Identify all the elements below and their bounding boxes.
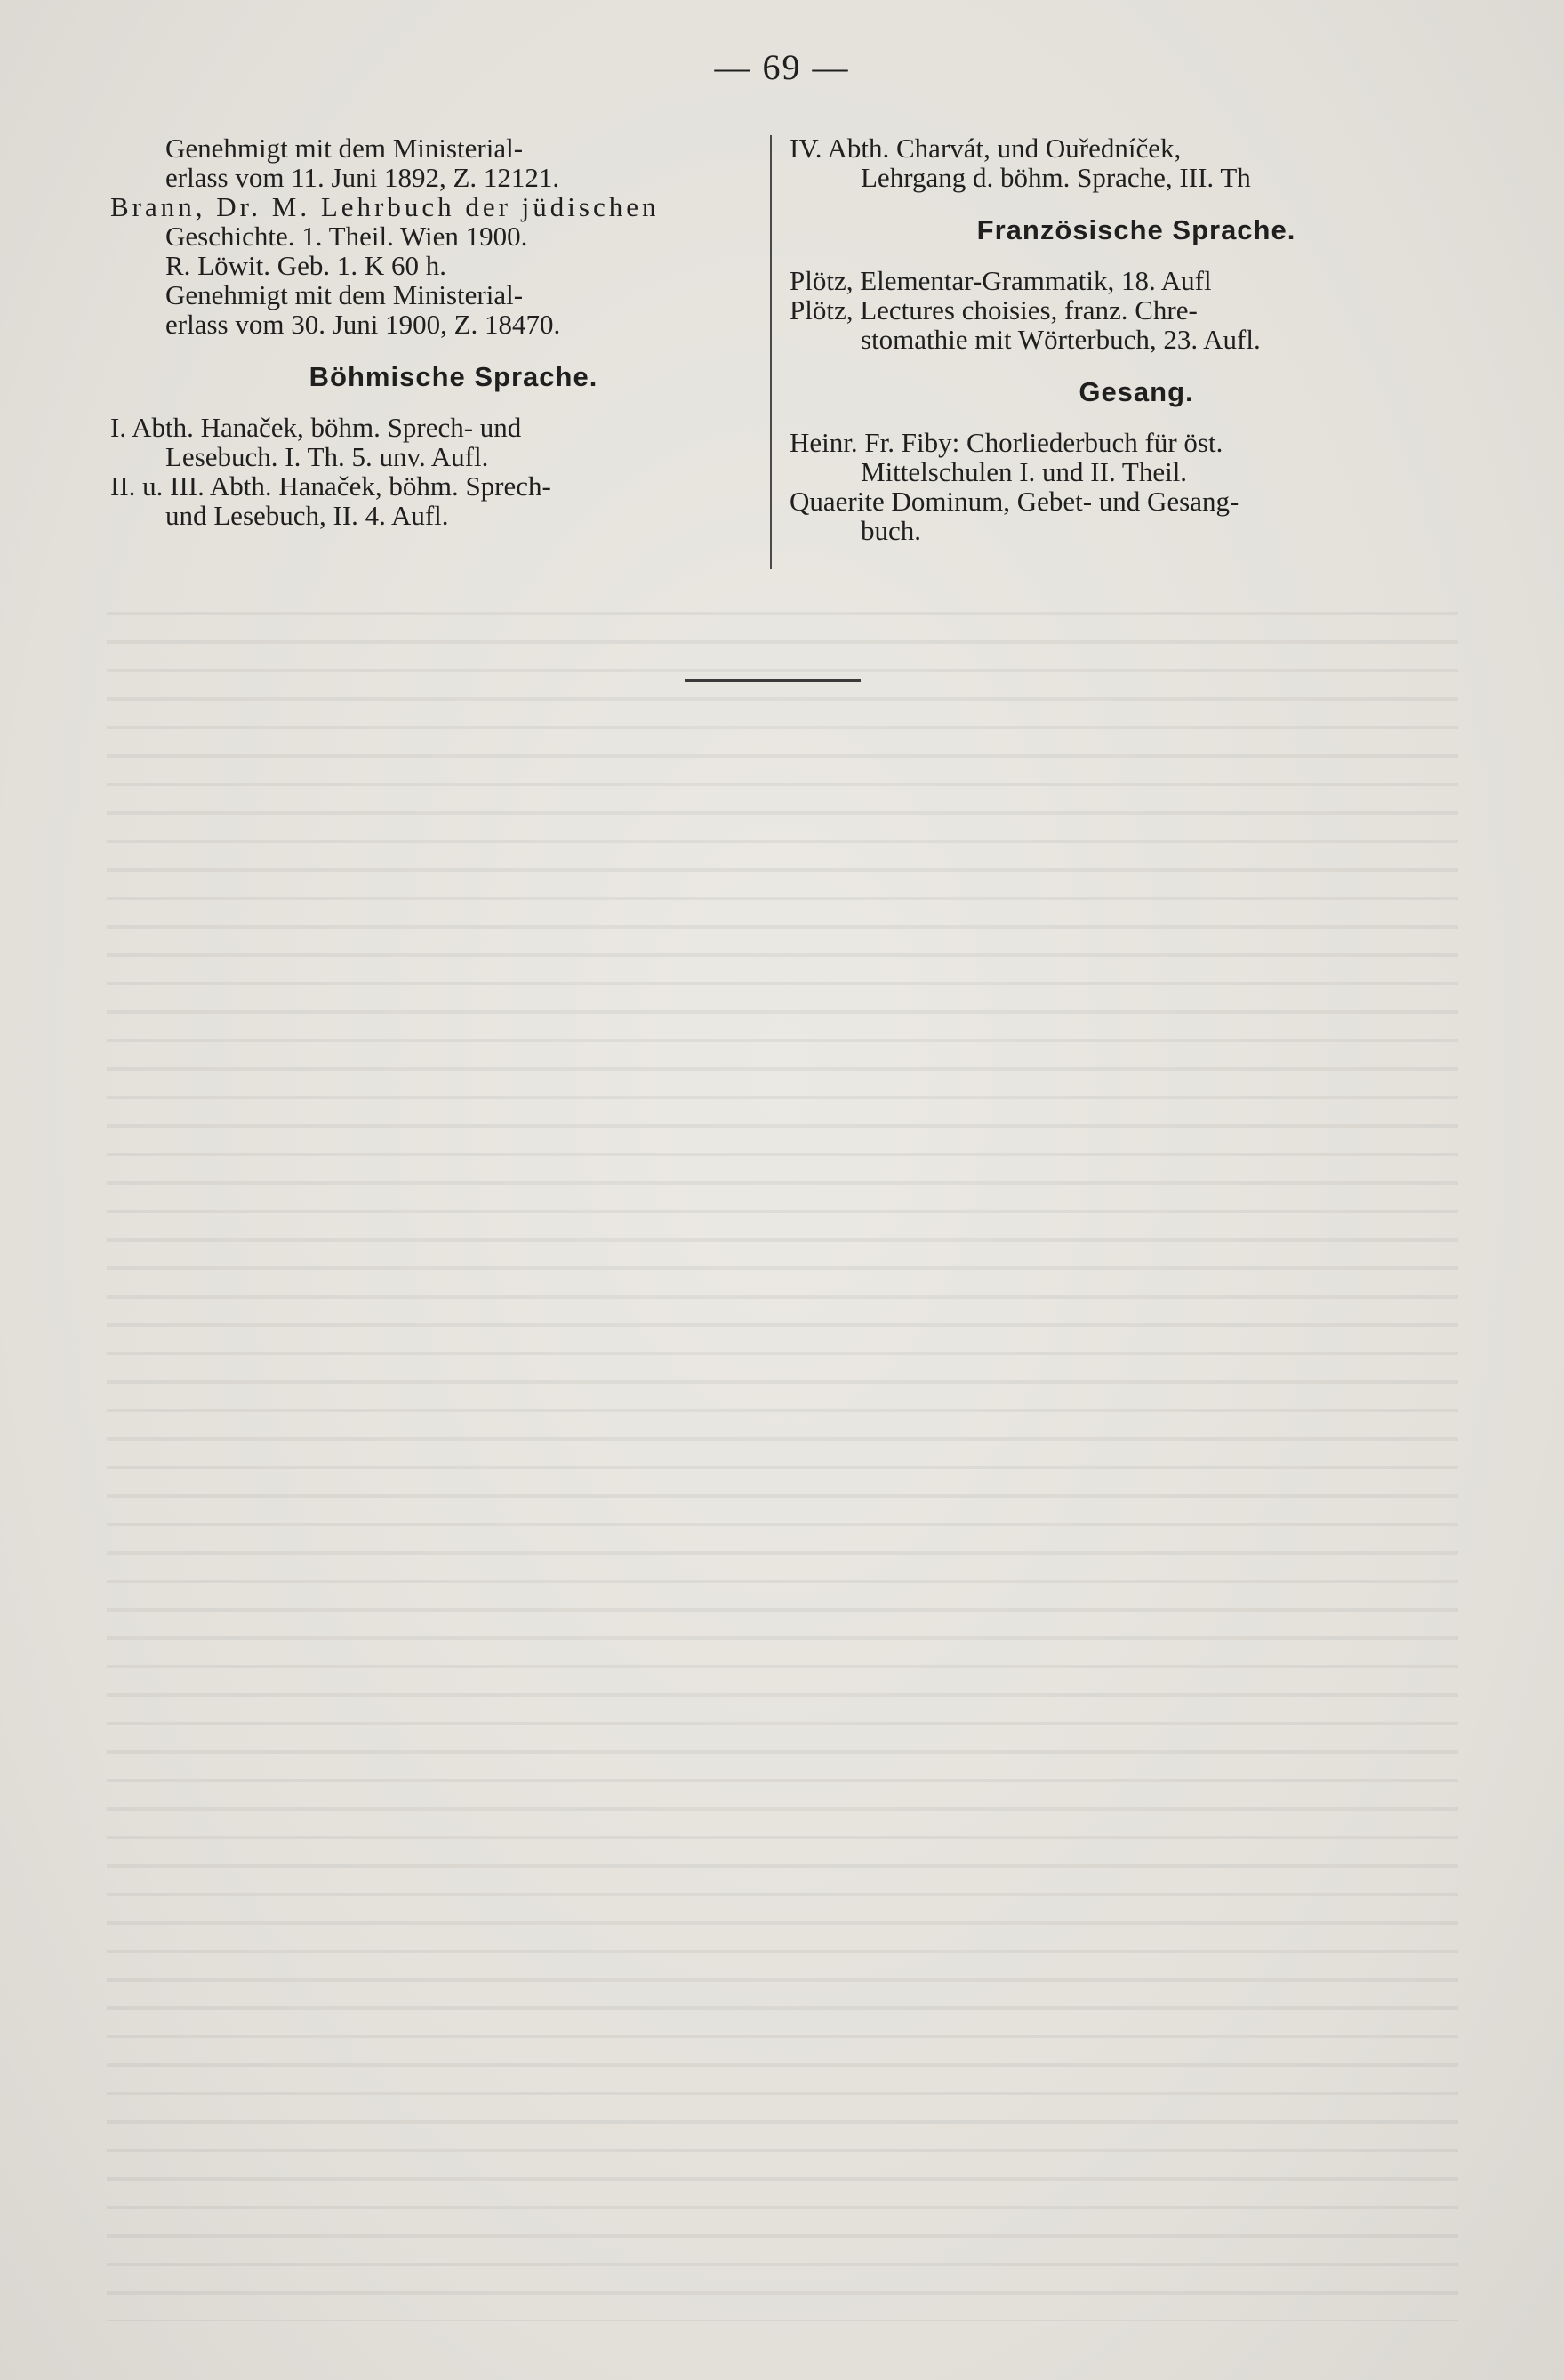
entry-line: Lesebuch. I. Th. 5. unv. Aufl.: [165, 441, 489, 472]
entry-line: Mittelschulen I. und II. Theil.: [861, 456, 1188, 487]
entry: [110, 471, 743, 530]
right-entries-bottom: [790, 428, 1448, 545]
left-entries-top: [110, 133, 743, 339]
left-column: [110, 133, 743, 530]
entry-line: R. Löwit. Geb. 1. K 60 h.: [165, 250, 447, 281]
entry: [790, 295, 1448, 354]
entry-line: und Lesebuch, II. 4. Aufl.: [165, 500, 449, 531]
entry-line: Quaerite Dominum, Gebet- und Gesang-: [790, 486, 1239, 517]
entry-line: Genehmigt mit dem Ministerial-: [165, 133, 524, 164]
entry-line: Plötz, Lectures choisies, franz. Chre-: [790, 294, 1198, 326]
entry-line: Plötz, Elementar-Grammatik, 18. Aufl: [790, 265, 1212, 296]
right-entries-mid: [790, 266, 1448, 354]
entry: [790, 266, 1448, 295]
entry: [110, 192, 743, 251]
entry: [790, 486, 1448, 545]
left-entries-bottom: [110, 413, 743, 530]
entry-line: Brann, Dr. M. Lehrbuch der jüdischen: [110, 191, 660, 222]
entry-line: IV. Abth. Charvát, und Ouředníček,: [790, 133, 1182, 164]
entry-line: erlass vom 30. Juni 1900, Z. 18470.: [165, 309, 561, 340]
entry-line: erlass vom 11. Juni 1892, Z. 12121.: [165, 162, 560, 193]
entry: [110, 133, 743, 192]
bleed-through-text: [107, 587, 1458, 2321]
right-entries-top: [790, 133, 1448, 192]
entry: [110, 251, 743, 339]
entry-line: Lehrgang d. böhm. Sprache, III. Th: [861, 162, 1251, 193]
entry-line: II. u. III. Abth. Hanaček, böhm. Sprech-: [110, 470, 551, 502]
section-heading-french: Französische Sprache.: [976, 214, 1296, 245]
entry: [790, 133, 1448, 192]
entry-line: stomathie mit Wörterbuch, 23. Aufl.: [861, 324, 1261, 355]
section-heading-singing: Gesang.: [1079, 376, 1194, 407]
entry-line: Genehmigt mit dem Ministerial-: [165, 279, 524, 310]
entry-line: Geschichte. 1. Theil. Wien 1900.: [165, 221, 528, 252]
entry-line: buch.: [861, 515, 922, 546]
right-column: [790, 133, 1448, 545]
entry-line: Heinr. Fr. Fiby: Chorliederbuch für öst.: [790, 427, 1223, 458]
page-number: — 69 —: [714, 47, 850, 87]
section-heading-bohemian: Böhmische Sprache.: [309, 361, 598, 392]
entry-line: I. Abth. Hanaček, böhm. Sprech- und: [110, 412, 522, 443]
entry: [110, 413, 743, 471]
entry: [790, 428, 1448, 486]
column-divider: [770, 135, 772, 569]
section-rule: [685, 679, 861, 682]
